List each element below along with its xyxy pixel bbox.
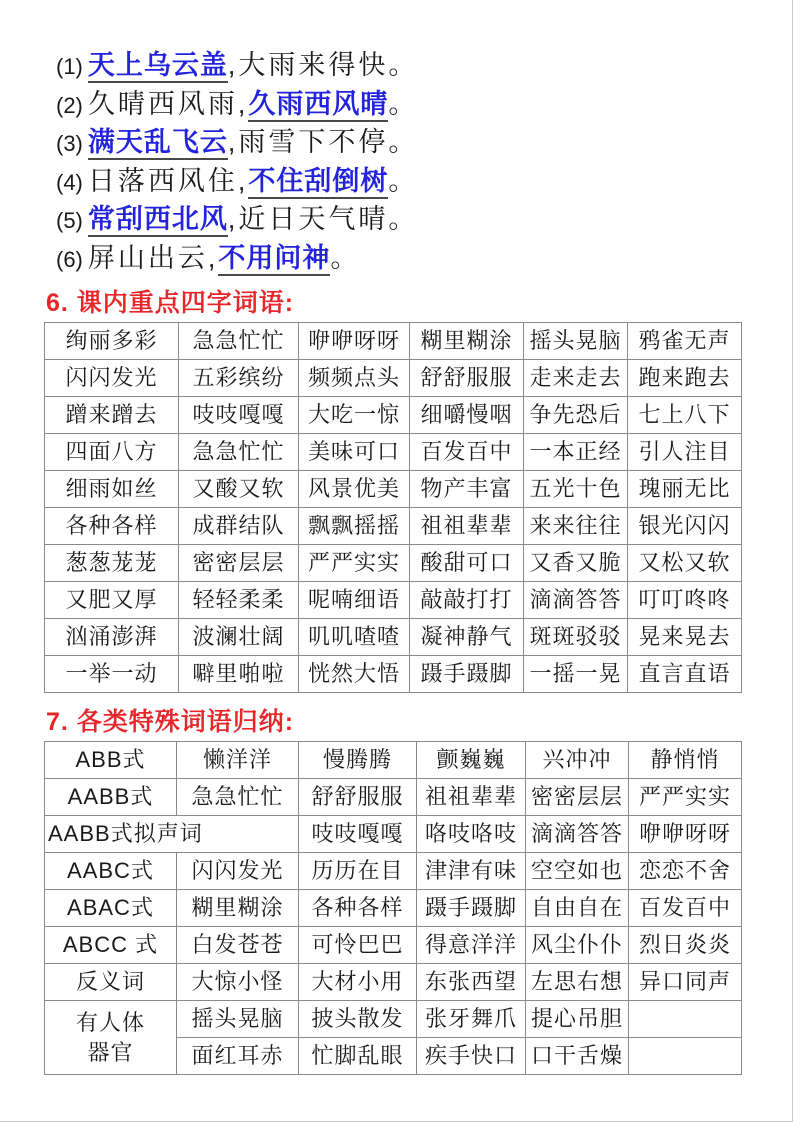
- word-cell: 又肥又厚: [45, 582, 179, 619]
- word-cell: 跑来跑去: [628, 360, 742, 397]
- word-cell: 密密层层: [526, 779, 629, 816]
- word-cell: 祖祖辈辈: [417, 779, 526, 816]
- proverb-highlight: 满天乱飞云: [88, 127, 228, 160]
- table-row: [45, 323, 742, 360]
- proverb-text: ,近日天气晴。: [227, 204, 419, 234]
- table-row: [45, 927, 742, 964]
- word-cell: 细嚼慢咽: [410, 397, 524, 434]
- proverb-number: (1): [56, 54, 83, 79]
- word-cell: 白发苍苍: [177, 927, 299, 964]
- word-cell: 披头散发: [299, 1001, 417, 1038]
- table-row: [45, 656, 742, 693]
- proverb-text: ,雨雪下不停。: [227, 127, 419, 157]
- word-cell: 急急忙忙: [177, 779, 299, 816]
- word-cell: 吱吱嘎嘎: [179, 397, 299, 434]
- word-cell: 空空如也: [526, 853, 629, 890]
- word-cell: 提心吊胆: [526, 1001, 629, 1038]
- word-cell: 凝神静气: [410, 619, 524, 656]
- word-cell: 舒舒服服: [299, 779, 417, 816]
- word-cell: 大吃一惊: [299, 397, 410, 434]
- word-cell: 懒洋洋: [177, 742, 299, 779]
- word-cell: 风景优美: [299, 471, 410, 508]
- word-cell: 大惊小怪: [177, 964, 299, 1001]
- word-cell: 绚丽多彩: [45, 323, 179, 360]
- word-cell: 蹭来蹭去: [45, 397, 179, 434]
- proverb-highlight: 天上乌云盖: [88, 50, 228, 83]
- word-cell: 波澜壮阔: [179, 619, 299, 656]
- table-row: [45, 779, 742, 816]
- word-cell: 东张西望: [417, 964, 526, 1001]
- section6-heading: 6. 课内重点四字词语:: [46, 289, 295, 317]
- word-cell: 细雨如丝: [45, 471, 179, 508]
- word-cell: 瑰丽无比: [628, 471, 742, 508]
- proverb-line: [56, 46, 793, 85]
- proverb-line: [56, 200, 793, 239]
- word-cell: 疾手快口: [417, 1038, 526, 1075]
- proverb-highlight: 不住刮倒树: [248, 166, 388, 199]
- word-cell: 噼里啪啦: [179, 656, 299, 693]
- word-cell: 津津有味: [417, 853, 526, 890]
- word-cell: ABCC 式: [45, 927, 177, 964]
- word-cell: 晃来晃去: [628, 619, 742, 656]
- word-cell: 汹涌澎湃: [45, 619, 179, 656]
- word-cell: 各种各样: [299, 890, 417, 927]
- section7-heading: 7. 各类特殊词语归纳:: [46, 708, 295, 736]
- proverb-list: [56, 0, 793, 277]
- word-cell: 舒舒服服: [410, 360, 524, 397]
- proverb-highlight: 不用问神: [218, 243, 330, 276]
- table-row: [45, 853, 742, 890]
- special-words-table-body: [45, 742, 742, 1075]
- word-cell: 可怜巴巴: [299, 927, 417, 964]
- proverb-text: ,大雨来得快。: [227, 50, 419, 80]
- word-cell: 物产丰富: [410, 471, 524, 508]
- proverb-highlight: 久雨西风晴: [248, 89, 388, 122]
- word-cell: 又香又脆: [524, 545, 628, 582]
- word-cell: 急急忙忙: [179, 434, 299, 471]
- word-cell: 一摇一晃: [524, 656, 628, 693]
- word-cell: 百发百中: [629, 890, 742, 927]
- word-cell: 面红耳赤: [177, 1038, 299, 1075]
- word-cell: 异口同声: [629, 964, 742, 1001]
- word-cell: 摇头晃脑: [524, 323, 628, 360]
- word-cell: 飘飘摇摇: [299, 508, 410, 545]
- table-row: [45, 360, 742, 397]
- word-cell: 呢喃细语: [299, 582, 410, 619]
- word-cell: 严严实实: [629, 779, 742, 816]
- proverb-line: [56, 162, 793, 201]
- proverb-text: 日落西风住,: [87, 165, 249, 196]
- word-cell: 左思右想: [526, 964, 629, 1001]
- word-cell: 成群结队: [179, 508, 299, 545]
- word-cell: 叮叮咚咚: [628, 582, 742, 619]
- word-cell: 颤巍巍: [417, 742, 526, 779]
- table-row: [45, 890, 742, 927]
- word-cell: 风尘仆仆: [526, 927, 629, 964]
- word-cell: 历历在目: [299, 853, 417, 890]
- word-cell: 闪闪发光: [45, 360, 179, 397]
- table-row: [45, 619, 742, 656]
- word-cell: 慢腾腾: [299, 742, 417, 779]
- proverb-number: (3): [56, 131, 83, 156]
- proverb-line: [56, 123, 793, 162]
- word-cell: 恍然大悟: [299, 656, 410, 693]
- proverb-text: 屏山出云,: [87, 242, 219, 273]
- word-cell: 蹑手蹑脚: [417, 890, 526, 927]
- word-cell: 恋恋不舍: [629, 853, 742, 890]
- table-row: [45, 582, 742, 619]
- proverb-number: (6): [56, 246, 83, 272]
- word-cell: 严严实实: [299, 545, 410, 582]
- word-cell: 急急忙忙: [179, 323, 299, 360]
- word-cell: 静悄悄: [629, 742, 742, 779]
- table-row: [45, 508, 742, 545]
- word-cell: 频频点头: [299, 360, 410, 397]
- word-cell: 五彩缤纷: [179, 360, 299, 397]
- word-cell: 烈日炎炎: [629, 927, 742, 964]
- word-cell: 咯吱咯吱: [417, 816, 526, 853]
- proverb-number: (5): [56, 208, 83, 233]
- word-cell: 酸甜可口: [410, 545, 524, 582]
- word-cell: 一本正经: [524, 434, 628, 471]
- word-cell: 张牙舞爪: [417, 1001, 526, 1038]
- word-cell: 咿咿呀呀: [299, 323, 410, 360]
- word-cell: 又酸又软: [179, 471, 299, 508]
- word-cell: 咿咿呀呀: [629, 816, 742, 853]
- proverb-line: [56, 85, 793, 124]
- word-cell: AABB式: [45, 779, 177, 816]
- word-cell: 祖祖辈辈: [410, 508, 524, 545]
- word-cell: 滴滴答答: [524, 582, 628, 619]
- word-cell: [629, 1038, 742, 1075]
- word-cell: 银光闪闪: [628, 508, 742, 545]
- proverb-number: (2): [56, 92, 83, 118]
- proverb-line: [56, 239, 793, 278]
- word-cell: 兴冲冲: [526, 742, 629, 779]
- word-cell: 轻轻柔柔: [179, 582, 299, 619]
- word-cell: 大材小用: [299, 964, 417, 1001]
- word-cell: 糊里糊涂: [177, 890, 299, 927]
- word-cell: 四面八方: [45, 434, 179, 471]
- word-cell: 口干舌燥: [526, 1038, 629, 1075]
- proverb-text: 。: [330, 242, 361, 273]
- table-row: [45, 816, 742, 853]
- word-cell: 美味可口: [299, 434, 410, 471]
- word-cell: 又松又软: [628, 545, 742, 582]
- word-cell: ABAC式: [45, 890, 177, 927]
- word-cell: [629, 1001, 742, 1038]
- word-cell: 忙脚乱眼: [299, 1038, 417, 1075]
- proverb-number: (4): [56, 169, 83, 195]
- word-cell: 反义词: [45, 964, 177, 1001]
- table-row: [45, 964, 742, 1001]
- word-cell: 鸦雀无声: [628, 323, 742, 360]
- word-cell: 七上八下: [628, 397, 742, 434]
- word-cell: 百发百中: [410, 434, 524, 471]
- word-cell: 摇头晃脑: [177, 1001, 299, 1038]
- proverb-text: 久晴西风雨,: [87, 88, 249, 119]
- table-row: [45, 1001, 742, 1038]
- word-cell: 各种各样: [45, 508, 179, 545]
- word-cell: 密密层层: [179, 545, 299, 582]
- word-cell: 五光十色: [524, 471, 628, 508]
- table-row: [45, 742, 742, 779]
- word-cell: 叽叽喳喳: [299, 619, 410, 656]
- word-cell: 引人注目: [628, 434, 742, 471]
- key-words-table-body: [45, 323, 742, 693]
- word-cell: 得意洋洋: [417, 927, 526, 964]
- table-row: [45, 397, 742, 434]
- word-cell: 自由自在: [526, 890, 629, 927]
- word-cell: 滴滴答答: [526, 816, 629, 853]
- word-cell: 葱葱茏茏: [45, 545, 179, 582]
- word-cell: 一举一动: [45, 656, 179, 693]
- table-row: [45, 471, 742, 508]
- proverb-text: 。: [388, 165, 419, 196]
- word-cell: 斑斑驳驳: [524, 619, 628, 656]
- word-cell: AABB式拟声词: [45, 816, 299, 853]
- proverb-highlight: 常刮西北风: [88, 204, 228, 237]
- word-cell: 糊里糊涂: [410, 323, 524, 360]
- word-cell: AABC式: [45, 853, 177, 890]
- table-row: [45, 545, 742, 582]
- word-cell: 敲敲打打: [410, 582, 524, 619]
- key-words-table: [44, 322, 742, 693]
- word-cell: 走来走去: [524, 360, 628, 397]
- word-cell: 争先恐后: [524, 397, 628, 434]
- table-row: [45, 434, 742, 471]
- word-cell: 吱吱嘎嘎: [299, 816, 417, 853]
- word-cell: ABB式: [45, 742, 177, 779]
- word-cell: 蹑手蹑脚: [410, 656, 524, 693]
- special-words-table: [44, 741, 742, 1075]
- word-cell: 直言直语: [628, 656, 742, 693]
- proverb-text: 。: [388, 88, 419, 119]
- word-cell: 闪闪发光: [177, 853, 299, 890]
- word-cell: 有人体 器官: [45, 1001, 177, 1075]
- word-cell: 来来往往: [524, 508, 628, 545]
